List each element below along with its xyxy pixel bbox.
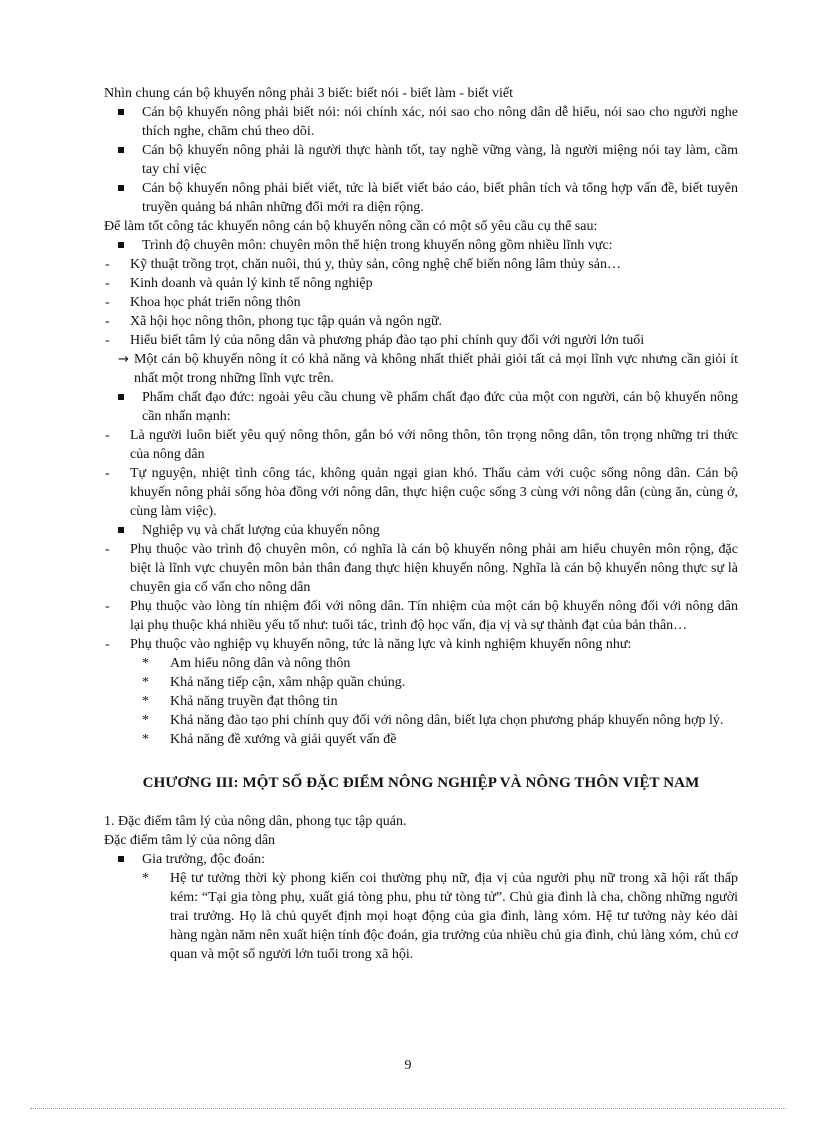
list-item xyxy=(104,673,738,692)
conclusion-item xyxy=(104,350,738,388)
chapter-title: CHƯƠNG III: MỘT SỐ ĐẶC ĐIỂM NÔNG NGHIỆP VÀ NÔNG THÔN VIỆT NAM xyxy=(142,775,700,791)
page-body xyxy=(104,84,738,964)
dash-marker: - xyxy=(105,333,110,348)
list-item xyxy=(104,388,738,426)
dash-marker: - xyxy=(105,542,110,557)
list-item-text: Kỹ thuật trồng trọt, chăn nuôi, thú y, thủy sản, công nghệ chế biến nông lâm thủy sản… xyxy=(130,257,621,272)
star-marker: * xyxy=(142,656,149,671)
list-item xyxy=(104,331,738,350)
dash-marker: - xyxy=(105,295,110,310)
list-item-text: Hệ tư tưởng thời kỳ phong kiến coi thường phụ nữ, địa vị của người phụ nữ trong xã hội rất thấp kém: “Tại gia tòng phụ, xuất giá tòng phu, phu tử tòng tử”. Chủ gia đình là cha, chồng những người trai trưởng. Họ là chủ quyết định mọi hoạt động của gia đình, làng xóm. Hệ tư tưởng này kéo dài hàng ngàn năm nên xuất hiện tính độc đoán, gia trưởng của nhiều chủ gia đình, chủ làng xóm, chủ cơ quan và một số người lớn tuổi trong xã hội. xyxy=(170,871,738,962)
list-item xyxy=(104,179,738,217)
page-number: 9 xyxy=(404,1058,412,1073)
list-item-text: Cán bộ khuyến nông phải biết nói: nói chính xác, nói sao cho nông dân dễ hiểu, nói sao cho người nghe thích nghe, chăm chú theo dõi. xyxy=(142,105,738,139)
list-item xyxy=(104,869,738,964)
square-bullet-icon xyxy=(118,527,124,533)
list-item xyxy=(104,597,738,635)
arrow-right-icon: → xyxy=(118,352,129,367)
dash-marker: - xyxy=(105,314,110,329)
list-item xyxy=(104,255,738,274)
list-item-text: Phụ thuộc vào nghiệp vụ khuyến nông, tức là năng lực và kinh nghiệm khuyến nông như: xyxy=(130,637,632,652)
section-heading: Nghiệp vụ và chất lượng của khuyến nông xyxy=(142,523,380,538)
square-bullet-icon xyxy=(118,394,124,400)
square-bullet-icon xyxy=(118,856,124,862)
star-marker: * xyxy=(142,694,149,709)
list-item-text: Là người luôn biết yêu quý nông thôn, gắn bó với nông thôn, tôn trọng nông dân, tôn trọng những tri thức của nông dân xyxy=(130,428,738,462)
star-marker: * xyxy=(142,871,149,886)
square-bullet-icon xyxy=(118,242,124,248)
dash-marker: - xyxy=(105,466,110,481)
list-item xyxy=(104,711,738,730)
list-item xyxy=(104,521,738,540)
list-item xyxy=(104,103,738,141)
list-item-text: Tự nguyện, nhiệt tình công tác, không quản ngại gian khó. Thấu cảm với cuộc sống nông dân. Cán bộ khuyến nông phải sống hòa đồng với nông dân, thực hiện cuộc sống 3 cùng với nông dân (cùng ăn, cùng ở, cùng làm việc). xyxy=(130,466,738,519)
list-item-text: Khả năng tiếp cận, xâm nhập quần chúng. xyxy=(170,675,406,690)
dash-marker: - xyxy=(105,599,110,614)
section-heading: Phẩm chất đạo đức: ngoài yêu cầu chung về phẩm chất đạo đức của một con người, cán bộ khuyến nông cần nhấn mạnh: xyxy=(142,390,738,424)
list-item xyxy=(104,654,738,673)
list-item-text: Cán bộ khuyến nông phải là người thực hành tốt, tay nghề vững vàng, là người miệng nói tay làm, cầm tay chỉ việc xyxy=(142,143,738,177)
list-item xyxy=(104,274,738,293)
star-marker: * xyxy=(142,675,149,690)
square-bullet-icon xyxy=(118,185,124,191)
list-item xyxy=(104,730,738,749)
list-item-text: Phụ thuộc vào trình độ chuyên môn, có nghĩa là cán bộ khuyến nông phải am hiểu chuyên môn rộng, đặc biệt là lĩnh vực chuyên môn bản thân đang thực hiện khuyến nông. Nghĩa là cán bộ khuyến nông thực sự là chuyên gia cố vấn cho nông dân xyxy=(130,542,738,595)
list-item-text: Hiểu biết tâm lý của nông dân và phương pháp đào tạo phi chính quy đối với người lớn tuổi xyxy=(130,333,645,348)
dash-marker: - xyxy=(105,257,110,272)
list-item-text: Kinh doanh và quản lý kinh tế nông nghiệp xyxy=(130,276,373,291)
list-item xyxy=(104,236,738,255)
list-item xyxy=(104,850,738,869)
list-item-text: Khả năng truyền đạt thông tin xyxy=(170,694,338,709)
list-item xyxy=(104,692,738,711)
list-item-text: Am hiểu nông dân và nông thôn xyxy=(170,656,351,671)
requirements-intro: Để làm tốt công tác khuyến nông cán bộ khuyến nông cần có một số yêu cầu cụ thể sau: xyxy=(104,219,598,234)
page-bottom-border xyxy=(30,1108,786,1109)
dash-marker: - xyxy=(105,276,110,291)
dash-marker: - xyxy=(105,428,110,443)
list-item xyxy=(104,141,738,179)
section-heading: Trình độ chuyên môn: chuyên môn thể hiện trong khuyến nông gồm nhiều lĩnh vực: xyxy=(142,238,613,253)
list-item-text: Khoa học phát triển nông thôn xyxy=(130,295,301,310)
square-bullet-icon xyxy=(118,147,124,153)
star-marker: * xyxy=(142,713,149,728)
list-item-text: Gia trưởng, độc đoán: xyxy=(142,852,266,867)
square-bullet-icon xyxy=(118,109,124,115)
conclusion-text: Một cán bộ khuyến nông ít có khả năng và không nhất thiết phải giỏi tất cả mọi lĩnh vực nhưng cần giỏi ít nhất một trong những lĩnh vực trên. xyxy=(134,352,738,386)
list-item-text: Cán bộ khuyến nông phải biết viết, tức là biết viết báo cáo, biết phân tích và tổng hợp vấn đề, biết tuyên truyền quảng bá nhân những đổi mới ra diện rộng. xyxy=(142,181,738,215)
section-subtitle: Đặc điểm tâm lý của nông dân xyxy=(104,833,276,848)
list-item-text: Khả năng đào tạo phi chính quy đối với nông dân, biết lựa chọn phương pháp khuyến nông hợp lý. xyxy=(170,713,724,728)
section-title: 1. Đặc điểm tâm lý của nông dân, phong tục tập quán. xyxy=(104,814,407,829)
list-item-text: Xã hội học nông thôn, phong tục tập quán và ngôn ngữ. xyxy=(130,314,443,329)
list-item xyxy=(104,464,738,521)
list-item xyxy=(104,635,738,654)
list-item xyxy=(104,540,738,597)
star-marker: * xyxy=(142,732,149,747)
list-item-text: Khả năng đề xướng và giải quyết vấn đề xyxy=(170,732,397,747)
list-item-text: Phụ thuộc vào lòng tín nhiệm đối với nông dân. Tín nhiệm của một cán bộ khuyến nông đối với nông dân lại phụ thuộc khá nhiều yếu tố như: tuổi tác, trình độ học vấn, địa vị và sự thành đạt của bản thân… xyxy=(130,599,738,633)
list-item xyxy=(104,293,738,312)
list-item xyxy=(104,426,738,464)
dash-marker: - xyxy=(105,637,110,652)
list-item xyxy=(104,312,738,331)
intro-line: Nhìn chung cán bộ khuyến nông phải 3 biết: biết nói - biết làm - biết viết xyxy=(104,86,514,101)
